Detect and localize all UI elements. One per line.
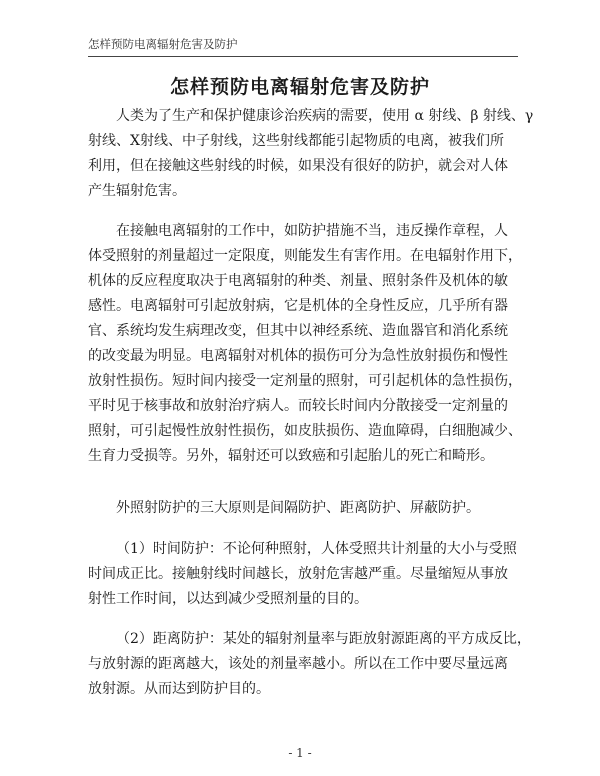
paragraph-2-line-6: 的改变最为明显。电离辐射对机体的损伤可分为急性放射损伤和慢性: [88, 348, 508, 364]
paragraph-4-line-2: 时间成正比。接触射线时间越长，放射危害越严重。尽量缩短从事放: [88, 566, 508, 582]
paragraph-3-line-1: 外照射防护的三大原则是间隔防护、距离防护、屏蔽防护。: [116, 500, 480, 516]
paragraph-2-line-7: 放射性损伤。短时间内接受一定剂量的照射，可引起机体的急性损伤，: [88, 373, 522, 389]
paragraph-5-line-1: （2）距离防护：某处的辐射剂量率与距放射源距离的平方成反比，: [116, 631, 531, 647]
paragraph-2-line-1: 在接触电离辐射的工作中，如防护措施不当，违反操作章程，人: [116, 223, 508, 239]
paragraph-5-line-3: 放射源。从而达到防护目的。: [88, 681, 270, 697]
page-number: - 1 -: [288, 746, 312, 760]
running-header: 怎样预防电离辐射危害及防护: [88, 37, 518, 57]
paragraph-2-line-3: 机体的反应程度取决于电离辐射的种类、剂量、照射条件及机体的敏: [88, 273, 508, 289]
paragraph-1-line-3: 利用，但在接触这些射线的时候，如果没有很好的防护，就会对人体: [88, 158, 508, 174]
paragraph-1-line-1: 人类为了生产和保护健康诊治疾病的需要，使用 α 射线、β 射线、γ: [116, 108, 534, 124]
paragraph-2-line-8: 平时见于核事故和放射治疗病人。而较长时间内分散接受一定剂量的: [88, 398, 508, 414]
page-title: 怎样预防电离辐射危害及防护: [169, 76, 430, 98]
paragraph-1-line-4: 产生辐射危害。: [88, 183, 186, 199]
paragraph-2-line-4: 感性。电离辐射可引起放射病，它是机体的全身性反应，几乎所有器: [88, 298, 508, 314]
paragraph-4-line-3: 射性工作时间，以达到减少受照剂量的目的。: [88, 591, 368, 607]
paragraph-5-line-2: 与放射源的距离越大，该处的剂量率越小。所以在工作中要尽量远离: [88, 656, 508, 672]
paragraph-2-line-10: 生育力受损等。另外，辐射还可以致癌和引起胎儿的死亡和畸形。: [88, 448, 494, 464]
paragraph-2-line-9: 照射，可引起慢性放射性损伤，如皮肤损伤、造血障碍，白细胞减少、: [88, 423, 522, 439]
paragraph-1-line-2: 射线、X射线、中子射线，这些射线都能引起物质的电离，被我们所: [88, 133, 504, 149]
paragraph-4-line-1: （1）时间防护：不论何种照射，人体受照共计剂量的大小与受照: [116, 541, 517, 557]
paragraph-2-line-5: 官、系统均发生病理改变，但其中以神经系统、造血器官和消化系统: [88, 323, 508, 339]
paragraph-2-line-2: 体受照射的剂量超过一定限度，则能发生有害作用。在电辐射作用下，: [88, 248, 522, 264]
